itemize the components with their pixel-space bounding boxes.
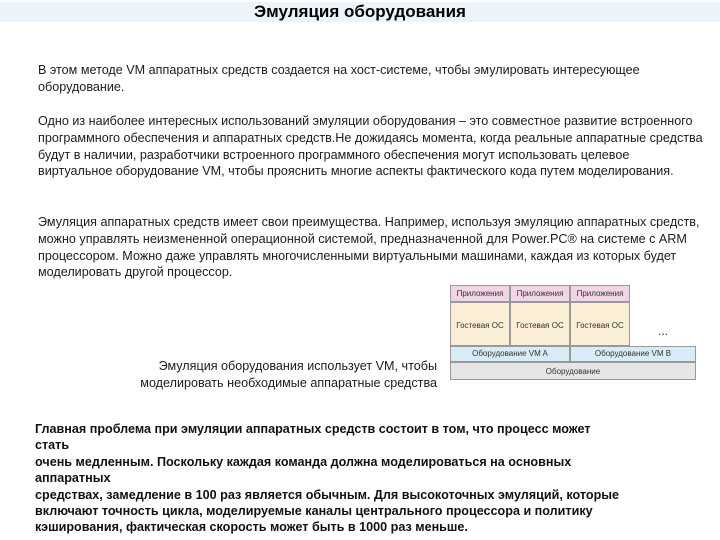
- caption-line-1: Эмуляция оборудования использует VM, чтобы: [158, 359, 437, 373]
- diagram-hw-base-label: Оборудование: [545, 367, 601, 376]
- diagram-guest-os-1: Гостевая ОС: [450, 302, 510, 346]
- conclusion-line-3: очень медленным. Поскольку каждая команда должна моделироваться на основных: [35, 454, 572, 469]
- title-bar: [0, 0, 720, 26]
- paragraph-advantages: Эмуляция аппаратных средств имеет свои преимущества. Например, используя эмуляцию аппаратных средств, можно управлять неизмененной операционной системой, предназначенной для Power.PC® на системе с ARM процессором. Можно даже управлять многочисленными виртуальными машинами, каждая из которых будет моделировать другой процессор.: [38, 215, 700, 280]
- conclusion-line-5: средствах, замедление в 100 раз является обычным. Для высокоточных эмуляций, которые: [35, 487, 620, 502]
- diagram-hw-base: [450, 362, 696, 380]
- conclusion-line-6: включают точность цикла, моделируемые каналы центрального процессора и политику: [35, 504, 593, 519]
- paragraph-codevelopment: Одно из наиболее интересных использований эмуляции оборудования – это совместное развитие встроенного программного обеспечения и аппаратных средств.Не дожидаясь момента, когда реальные аппаратные средства будут в наличии, разработчики встроенного программного обеспечения могут использовать целевое виртуальное оборудование VM, чтобы прояснить многие аспекты фактического кода путем моделирования.: [38, 114, 703, 179]
- figure-caption: [97, 358, 437, 392]
- conclusion-line-7: кэширования, фактическая скорость может быть в 1000 раз меньше.: [35, 520, 468, 535]
- page-title: Эмуляция оборудования: [254, 2, 466, 21]
- diagram-ellipsis: ...: [658, 324, 669, 338]
- conclusion-line-4: аппаратных: [35, 471, 111, 486]
- conclusion-line-1: Главная проблема при эмуляции аппаратных средств состоит в том, что процесс может: [35, 422, 591, 436]
- paragraph-conclusion: [35, 421, 695, 536]
- emulation-diagram: [450, 285, 696, 397]
- diagram-app-cell-2: Приложения: [510, 285, 570, 302]
- conclusion-line-2: стать: [35, 438, 70, 453]
- diagram-hw-vm-a: Оборудование VM A: [450, 346, 570, 362]
- diagram-hw-vm-b: Оборудование VM B: [570, 346, 696, 362]
- diagram-guest-os-2: Гостевая ОС: [510, 302, 570, 346]
- caption-line-2: моделировать необходимые аппаратные средства: [140, 376, 437, 390]
- paragraph-intro: В этом методе VM аппаратных средств создается на хост-системе, чтобы эмулировать интересующее оборудование.: [38, 63, 640, 94]
- diagram-guest-os-3: Гостевая ОС: [570, 302, 630, 346]
- diagram-app-cell-3: Приложения: [570, 285, 630, 302]
- diagram-app-cell-1: Приложения: [450, 285, 510, 302]
